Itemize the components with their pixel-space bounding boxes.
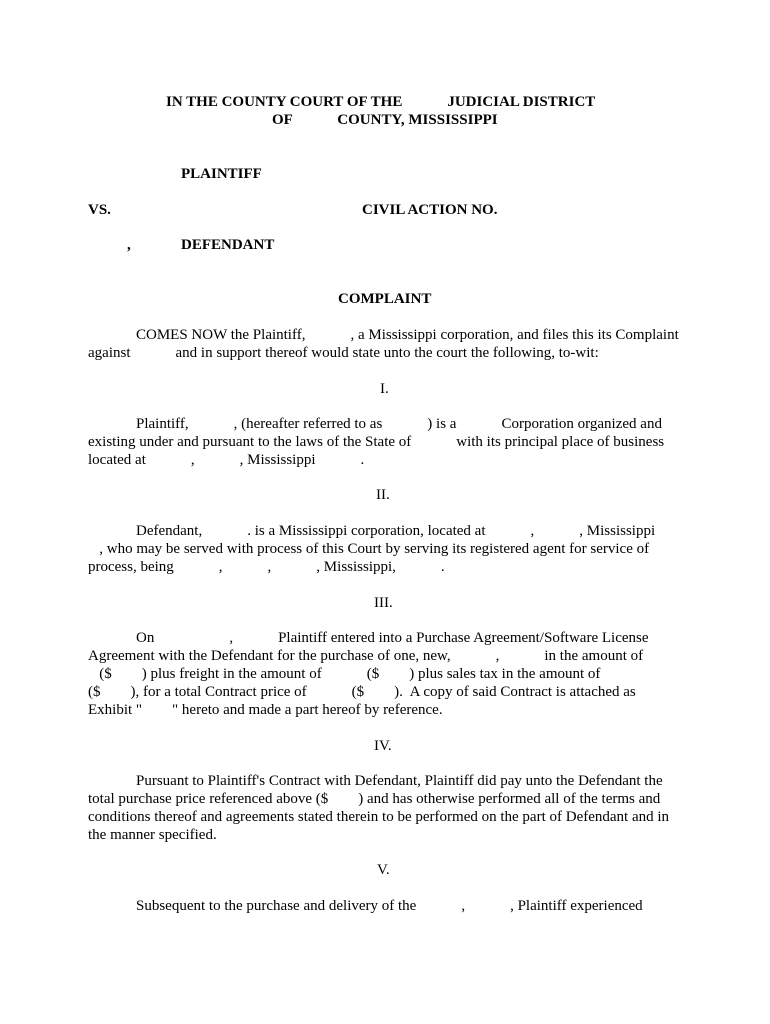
- section-1-line-2: existing under and pursuant to the laws of the State of with its principal place of business: [88, 434, 665, 450]
- section-4-line-4: the manner specified.: [88, 827, 217, 843]
- section-5-line-1: Subsequent to the purchase and delivery of the , , Plaintiff experienced: [136, 898, 643, 914]
- section-2-line-2: , who may be served with process of this Court by serving its registered agent for service of: [88, 541, 650, 557]
- versus-label: VS.: [88, 202, 111, 218]
- defendant-comma: ,: [127, 237, 131, 253]
- section-4-line-1: Pursuant to Plaintiff's Contract with Defendant, Plaintiff did pay unto the Defendant the: [136, 773, 663, 789]
- intro-line-2: against and in support thereof would state unto the court the following, to-wit:: [88, 345, 599, 361]
- section-numeral-5: V.: [377, 862, 390, 878]
- section-3-line-1: On , Plaintiff entered into a Purchase Agreement/Software License: [136, 630, 649, 646]
- section-numeral-4: IV.: [374, 738, 392, 754]
- section-2-line-3: process, being , , , Mississippi, .: [88, 559, 445, 575]
- document-title: COMPLAINT: [338, 291, 432, 307]
- section-3-line-5: Exhibit " " hereto and made a part hereof by reference.: [88, 702, 443, 718]
- section-3-line-4: ($ ), for a total Contract price of ($ ). A copy of said Contract is attached as: [88, 684, 636, 700]
- section-numeral-2: II.: [376, 487, 390, 503]
- defendant-label: DEFENDANT: [181, 237, 275, 253]
- section-1-line-1: Plaintiff, , (hereafter referred to as ) is a Corporation organized and: [136, 416, 662, 432]
- plaintiff-label: PLAINTIFF: [181, 166, 262, 182]
- section-numeral-1: I.: [380, 381, 389, 397]
- section-2-line-1: Defendant, . is a Mississippi corporation, located at , , Mississippi: [136, 523, 656, 539]
- section-1-line-3: located at , , Mississippi .: [88, 452, 365, 468]
- intro-line-1: COMES NOW the Plaintiff, , a Mississippi corporation, and files this its Complaint: [136, 327, 679, 343]
- section-3-line-3: ($ ) plus freight in the amount of ($ ) plus sales tax in the amount of: [88, 666, 601, 682]
- section-numeral-3: III.: [374, 595, 393, 611]
- civil-action-label: CIVIL ACTION NO.: [362, 202, 498, 218]
- court-heading-line1: IN THE COUNTY COURT OF THE JUDICIAL DISTRICT: [166, 94, 596, 110]
- court-heading-line2: OF COUNTY, MISSISSIPPI: [272, 112, 498, 128]
- section-4-line-2: total purchase price referenced above ($ ) and has otherwise performed all of the terms and: [88, 791, 661, 807]
- section-3-line-2: Agreement with the Defendant for the purchase of one, new, , in the amount of: [88, 648, 644, 664]
- section-4-line-3: conditions thereof and agreements stated therein to be performed on the part of Defendant and in: [88, 809, 670, 825]
